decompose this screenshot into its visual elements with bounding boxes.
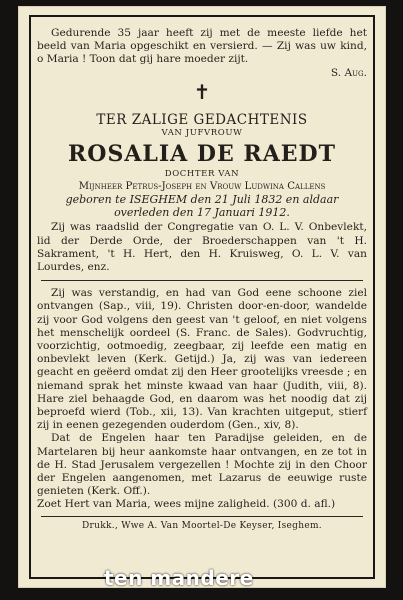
memorial-card — [18, 6, 386, 588]
memberships: Zij was raadslid der Congregatie van O. L. V. Onbevlekt, lid der Derde Orde, der Broederschappen van 't H. Sakrament, 't H. Hert, den H. Kruisweg, O. L. V. van Lourdes, enz. — [37, 221, 367, 274]
watermark: ten mandere — [104, 566, 254, 590]
memorial-title: TER ZALIGE GEDACHTENIS — [96, 111, 308, 128]
card-border — [29, 15, 375, 579]
printer-line: Drukk., Wwe A. Van Moortel-De Keyser, Iseghem. — [82, 520, 322, 531]
divider — [41, 280, 363, 281]
body-paragraph-1: Zij was verstandig, en had van God eene schoone ziel ontvangen (Sap., viii, 19). Christen door-en-door, wandelde zij voor God volgens den geest van 't geloof, en niet volgens het menschelijk oordeel (S. Franc. de Sales). Godvruchtig, voorzichtig, ootmoedig, zeegbaar, zij leefde een matig en onbevlekt leven (Kerk. Getijd.) Ja, zij was van iedereen geacht en geëerd omdat zij den Heer grootelijks vreesde ; en niemand sprak het minste kwaad van haar (Judith, viii, 8). Hare ziel behaagde God, en daarom was het noodig dat zij beproefd wierd (Tob., xii, 13). Van krachten uitgeput, stierf zij in eenen gezegenden ouderdom (Gen., xiv, 8). — [37, 287, 367, 432]
divider-bottom — [41, 516, 363, 517]
quote-signature: S. Aug. — [330, 66, 367, 79]
van-label: VAN JUFVROUW — [161, 127, 243, 138]
dochter-label: DOCHTER VAN — [164, 168, 240, 179]
top-quote: Gedurende 35 jaar heeft zij met de meeste liefde het beeld van Maria opgeschikt en versierd. — Zij was uw kind, o Maria ! Toon dat gij hare moeder zijt. — [37, 27, 367, 66]
parents: Mijnheer Petrus-Joseph en Vrouw Ludwina Callens — [78, 180, 326, 192]
body-paragraph-2: Dat de Engelen haar ten Paradijse geleiden, en de Martelaren bij heur aankomste haar ontvangen, en ze tot in de H. Stad Jerusalem vergezellen ! Mochte zij in den Choor der Engelen aangenomen, met Lazarus de eeuwige ruste genieten (Kerk. Off.). — [37, 432, 367, 498]
cross-icon: ✝ — [193, 79, 211, 104]
deceased-name: ROSALIA DE RAEDT — [68, 140, 336, 167]
birth-death: geboren te ISEGHEM den 21 Juli 1832 en aldaar overleden den 17 Januari 1912. — [65, 193, 339, 220]
prayer: Zoet Hert van Maria, wees mijne zaligheid. (300 d. afl.) — [37, 498, 336, 511]
card-content — [37, 21, 367, 573]
